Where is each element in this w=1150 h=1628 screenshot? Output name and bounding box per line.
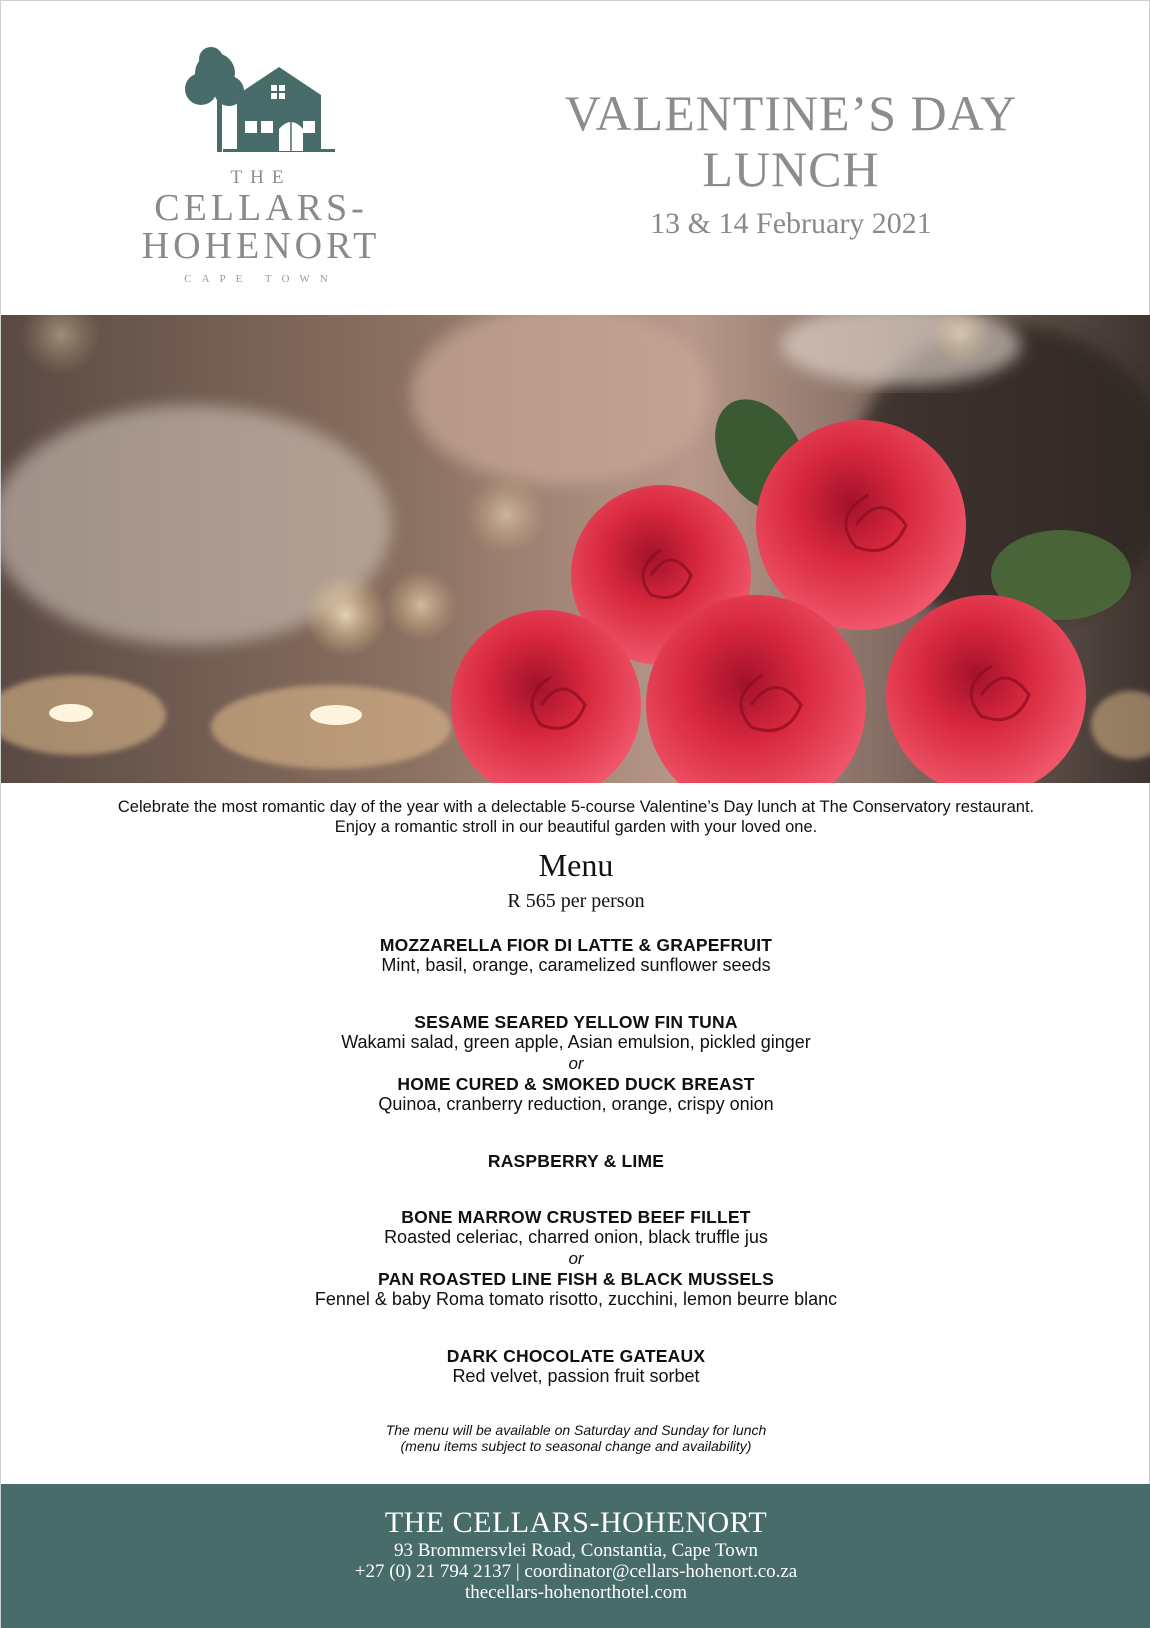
event-title (521, 85, 1061, 241)
course-3 (1, 1151, 1150, 1171)
dish-alt-description: Fennel & baby Roma tomato risotto, zucchini, lemon beurre blanc (314, 1289, 838, 1309)
dish-description: Mint, basil, orange, caramelized sunflower seeds (381, 955, 771, 975)
logo-name-line1: CELLARS- (154, 187, 368, 229)
event-date: 13 & 14 February 2021 (650, 207, 932, 240)
dish-name: RASPBERRY & LIME (487, 1151, 665, 1171)
dish-name: DARK CHOCOLATE GATEAUX (446, 1346, 706, 1366)
dish-name: SESAME SEARED YELLOW FIN TUNA (414, 1012, 738, 1032)
course-4 (1, 1207, 1150, 1310)
dish-name: BONE MARROW CRUSTED BEEF FILLET (401, 1207, 751, 1227)
dish-alt-description: Quinoa, cranberry reduction, orange, crispy onion (378, 1094, 774, 1114)
availability-note-line1: The menu will be available on Saturday and Sunday for lunch (385, 1422, 767, 1438)
menu-price: R 565 per person (507, 890, 645, 912)
footer-website: thecellars-hohenorthotel.com (464, 1582, 688, 1603)
course-list (1, 935, 1150, 1387)
header (1, 1, 1150, 315)
title-line2: LUNCH (702, 141, 880, 197)
course-1 (1, 935, 1150, 976)
logo-name-line2: HOHENORT (141, 225, 381, 267)
dish-description: Red velvet, passion fruit sorbet (452, 1366, 700, 1386)
availability-note-line2: (menu items subject to seasonal change and availability) (400, 1438, 752, 1454)
footer-contact: +27 (0) 21 794 2137 | coordinator@cellars-hohenort.co.za (354, 1561, 798, 1582)
footer (1, 1484, 1150, 1628)
footer-address: 93 Brommersvlei Road, Constantia, Cape Town (393, 1540, 759, 1561)
menu-content (1, 797, 1150, 1455)
or-separator: or (568, 1249, 584, 1268)
house-tree-logo-icon (181, 45, 341, 157)
dish-name: MOZZARELLA FIOR DI LATTE & GRAPEFRUIT (379, 935, 773, 955)
title-line1: VALENTINE’S DAY (564, 85, 1018, 141)
course-2 (1, 1012, 1150, 1115)
menu-heading: Menu (538, 847, 614, 883)
logo (121, 45, 401, 285)
hero-photo-roses (1, 315, 1150, 783)
logo-city: CAPE TOWN (184, 273, 338, 285)
logo-the-text: THE (230, 167, 292, 188)
dish-alt-name: HOME CURED & SMOKED DUCK BREAST (397, 1074, 755, 1094)
dish-description: Wakami salad, green apple, Asian emulsion, pickled ginger (341, 1032, 811, 1052)
course-5 (1, 1346, 1150, 1387)
intro-line1: Celebrate the most romantic day of the year with a delectable 5-course Valentine’s Day lunch at The Conservatory restaurant. (117, 798, 1035, 816)
footer-hotel-name: THE CELLARS-HOHENORT (384, 1506, 768, 1539)
intro-line2: Enjoy a romantic stroll in our beautiful garden with your loved one. (334, 818, 818, 836)
dish-description: Roasted celeriac, charred onion, black truffle jus (384, 1227, 768, 1247)
dish-alt-name: PAN ROASTED LINE FISH & BLACK MUSSELS (378, 1269, 774, 1289)
or-separator: or (568, 1054, 584, 1073)
